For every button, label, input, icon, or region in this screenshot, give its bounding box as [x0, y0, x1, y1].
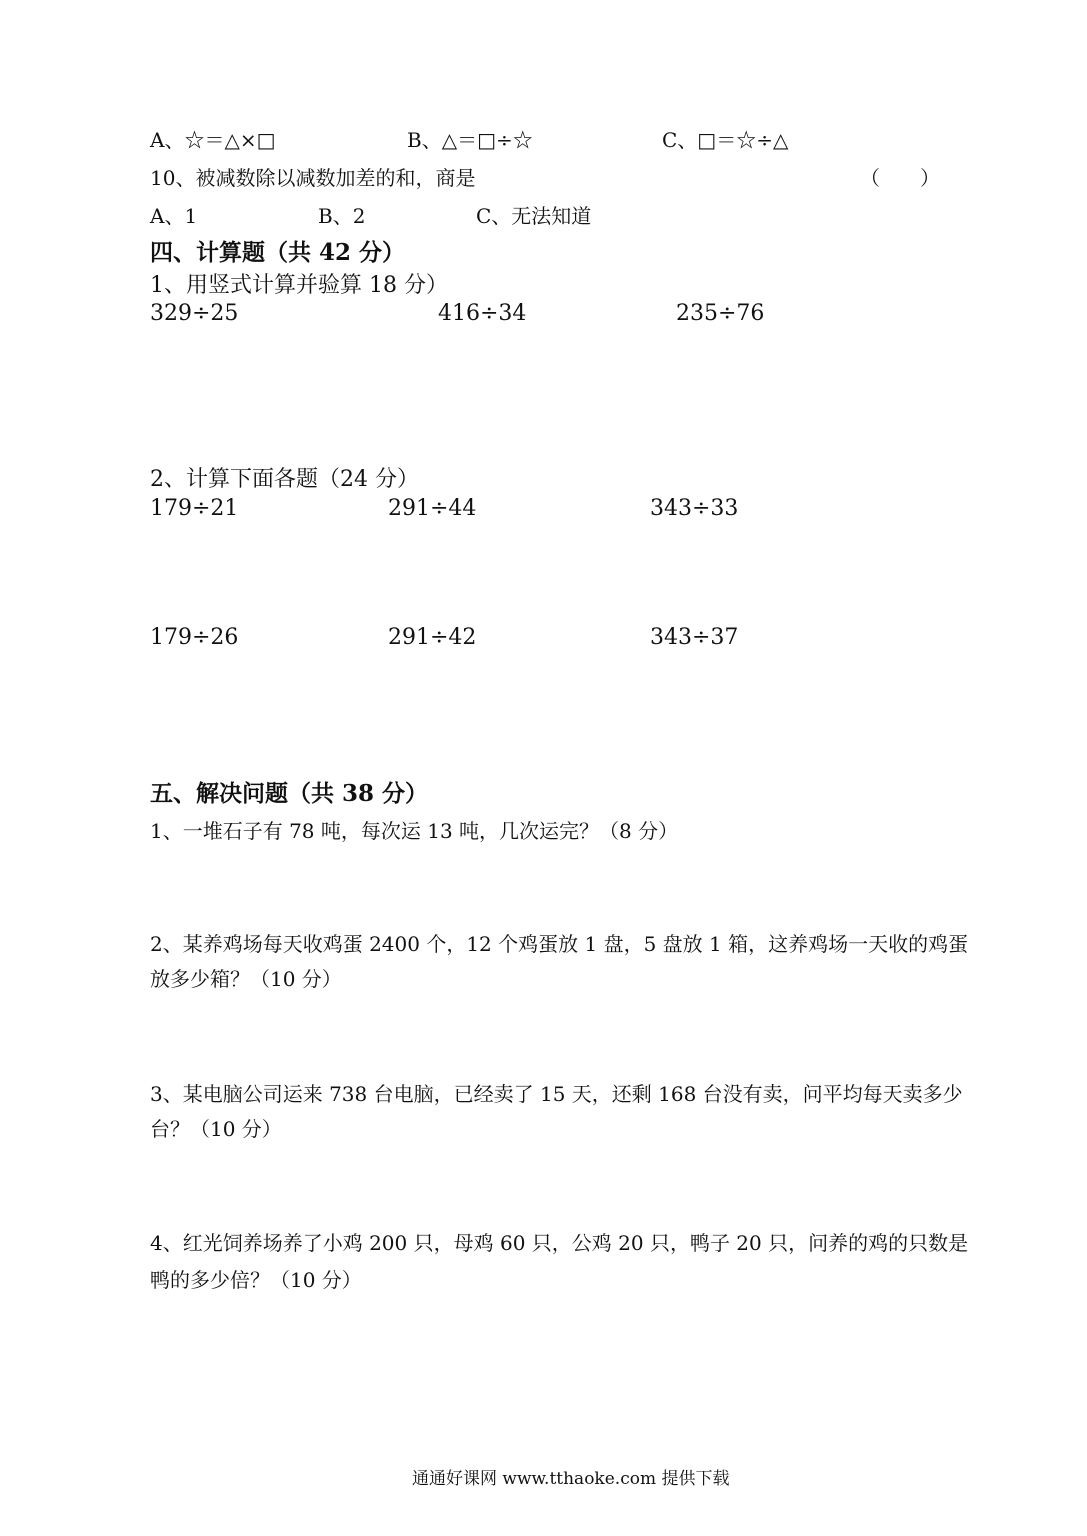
section4-part2-title: 2、计算下面各题（24 分）: [150, 467, 419, 492]
calc-item-3: 235÷76: [676, 301, 765, 326]
section4-heading: 四、计算题（共 42 分）: [150, 239, 406, 266]
problem-3-line2: 台？（10 分）: [150, 1117, 282, 1141]
q9-option-c: C、□＝☆÷△: [662, 128, 789, 152]
calc-item-row2-2: 291÷42: [388, 625, 477, 650]
q10-option-a: A、1: [150, 204, 198, 228]
footer-credit: 通通好课网 www.tthaoke.com 提供下载: [412, 1469, 730, 1489]
problem-4-line2: 鸭的多少倍？（10 分）: [150, 1268, 362, 1292]
q9-option-a: A、☆＝△×□: [150, 128, 276, 152]
calc-item-1: 329÷25: [150, 301, 239, 326]
q10-option-b: B、2: [318, 204, 366, 228]
q10-text: 10、被减数除以减数加差的和，商是: [150, 166, 476, 190]
calc-item-row1-2: 291÷44: [388, 496, 477, 521]
problem-4-line1: 4、红光饲养场养了小鸡 200 只，母鸡 60 只，公鸡 20 只，鸭子 20 只，问养的鸡的只数是: [150, 1231, 969, 1255]
calc-item-row2-3: 343÷37: [650, 625, 739, 650]
section5-heading: 五、解决问题（共 38 分）: [150, 780, 429, 807]
problem-1: 1、一堆石子有 78 吨，每次运 13 吨，几次运完？（8 分）: [150, 819, 679, 843]
q10-option-c: C、无法知道: [476, 204, 592, 228]
problem-3-line1: 3、某电脑公司运来 738 台电脑，已经卖了 15 天，还剩 168 台没有卖，问平均每天卖多少: [150, 1082, 963, 1106]
q10-answer-bracket: （ ）: [860, 166, 940, 190]
problem-2-line2: 放多少箱？（10 分）: [150, 967, 342, 991]
section4-part1-title: 1、用竖式计算并验算 18 分）: [150, 273, 448, 298]
q9-option-b: B、△＝□÷☆: [407, 128, 533, 152]
problem-2-line1: 2、某养鸡场每天收鸡蛋 2400 个，12 个鸡蛋放 1 盘，5 盘放 1 箱，这养鸡场一天收的鸡蛋: [150, 932, 969, 956]
calc-item-row1-1: 179÷21: [150, 496, 239, 521]
calc-item-2: 416÷34: [438, 301, 527, 326]
calc-item-row1-3: 343÷33: [650, 496, 739, 521]
calc-item-row2-1: 179÷26: [150, 625, 239, 650]
